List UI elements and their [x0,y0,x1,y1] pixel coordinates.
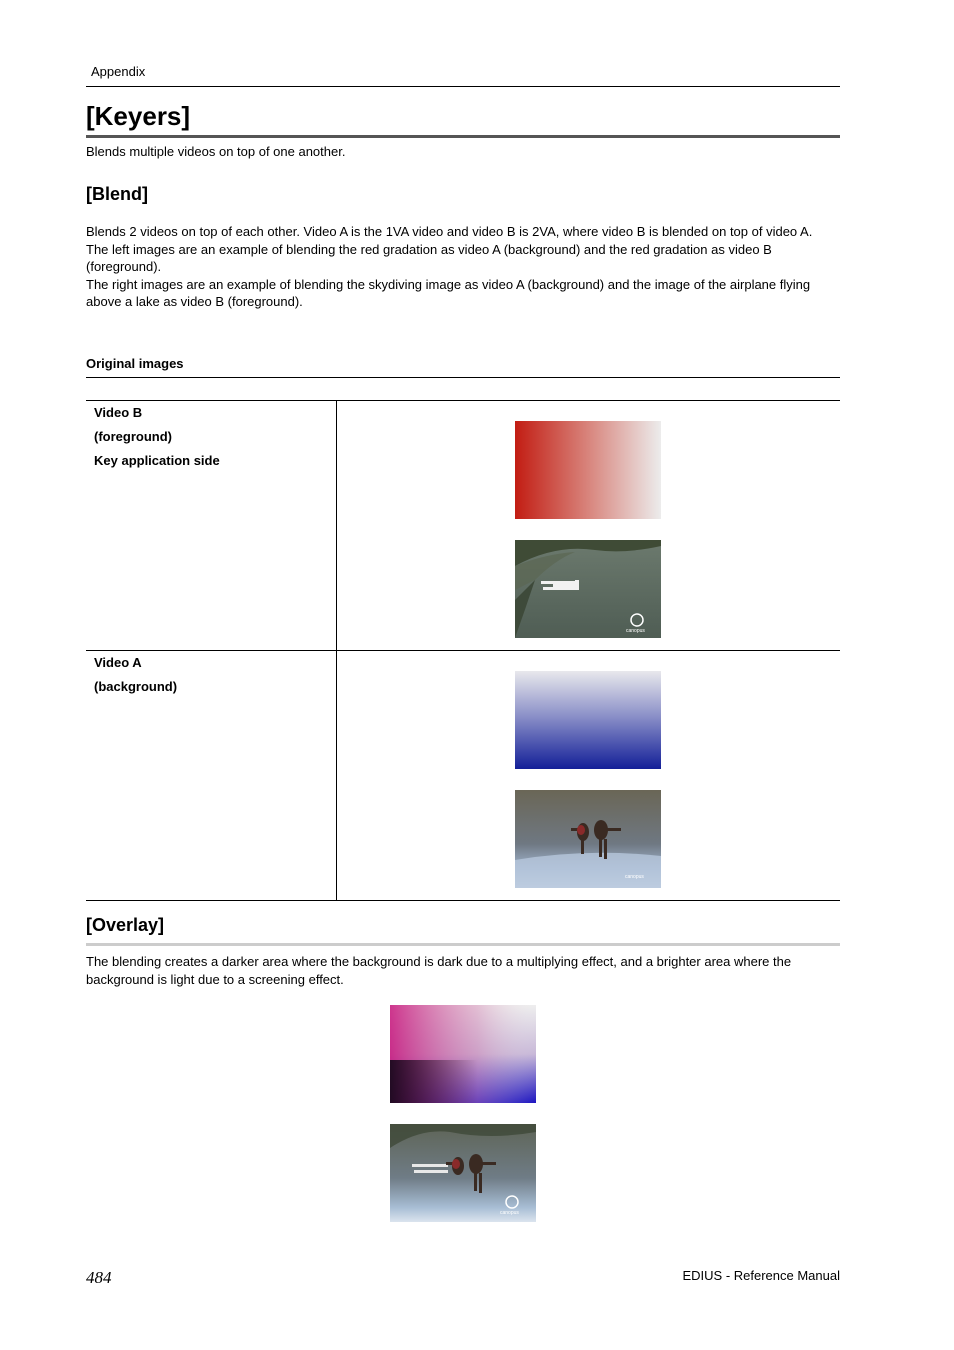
overlay-rule [86,943,840,946]
video-a-blue-gradient-image [515,671,661,769]
overlay-heading: [Overlay] [86,915,165,935]
video-a-skydiving-image [515,790,661,888]
overlay-photo-result-image [390,1124,536,1222]
header-rule [86,86,840,87]
blend-description [86,223,840,311]
page-title: [Keyers] [86,101,191,131]
overlay-gradient-result-image [390,1005,536,1103]
page-number: 484 [86,1268,112,1287]
table-row-divider [86,650,840,651]
video-a-logo-text: canopus [625,874,644,880]
video-b-role: (foreground) [94,429,172,444]
original-images-rule [86,377,840,378]
original-images-heading: Original images [86,356,184,371]
table-column-divider [336,400,337,901]
video-b-key-side: Key application side [94,453,220,468]
video-a-role: (background) [94,679,178,694]
blend-paragraph-3: The right images are an example of blending the skydiving image as video A (background) and the image of the airplane flying above a lake as video B (foreground). [86,276,811,309]
video-b-airplane-lake-image [515,540,661,638]
video-b-red-gradient-image [515,421,661,519]
video-b-logo-text: canopus [626,628,645,634]
title-rule [86,135,840,138]
overlay-logo-text: canopus [500,1210,519,1216]
manual-title: EDIUS - Reference Manual [682,1268,840,1283]
video-a-label [94,651,177,699]
blend-paragraph-1: Blends 2 videos on top of each other. Video A is the 1VA video and video B is 2VA, where video B is blended on top of video A. [86,224,813,239]
blend-paragraph-2: The left images are an example of blending the red gradation as video A (background) and the red gradation as video B (foreground). [86,241,772,274]
video-a-title: Video A [94,655,142,670]
overlay-description: The blending creates a darker area where the background is dark due to a multiplying effect, and a brighter area where the background is light due to a screening effect. [86,954,792,987]
video-b-title: Video B [94,405,143,420]
video-b-label [94,401,220,473]
table-bottom-border [86,900,840,901]
blend-heading: [Blend] [86,184,148,204]
intro-text: Blends multiple videos on top of one another. [86,144,346,159]
header-section-label: Appendix [91,64,146,79]
